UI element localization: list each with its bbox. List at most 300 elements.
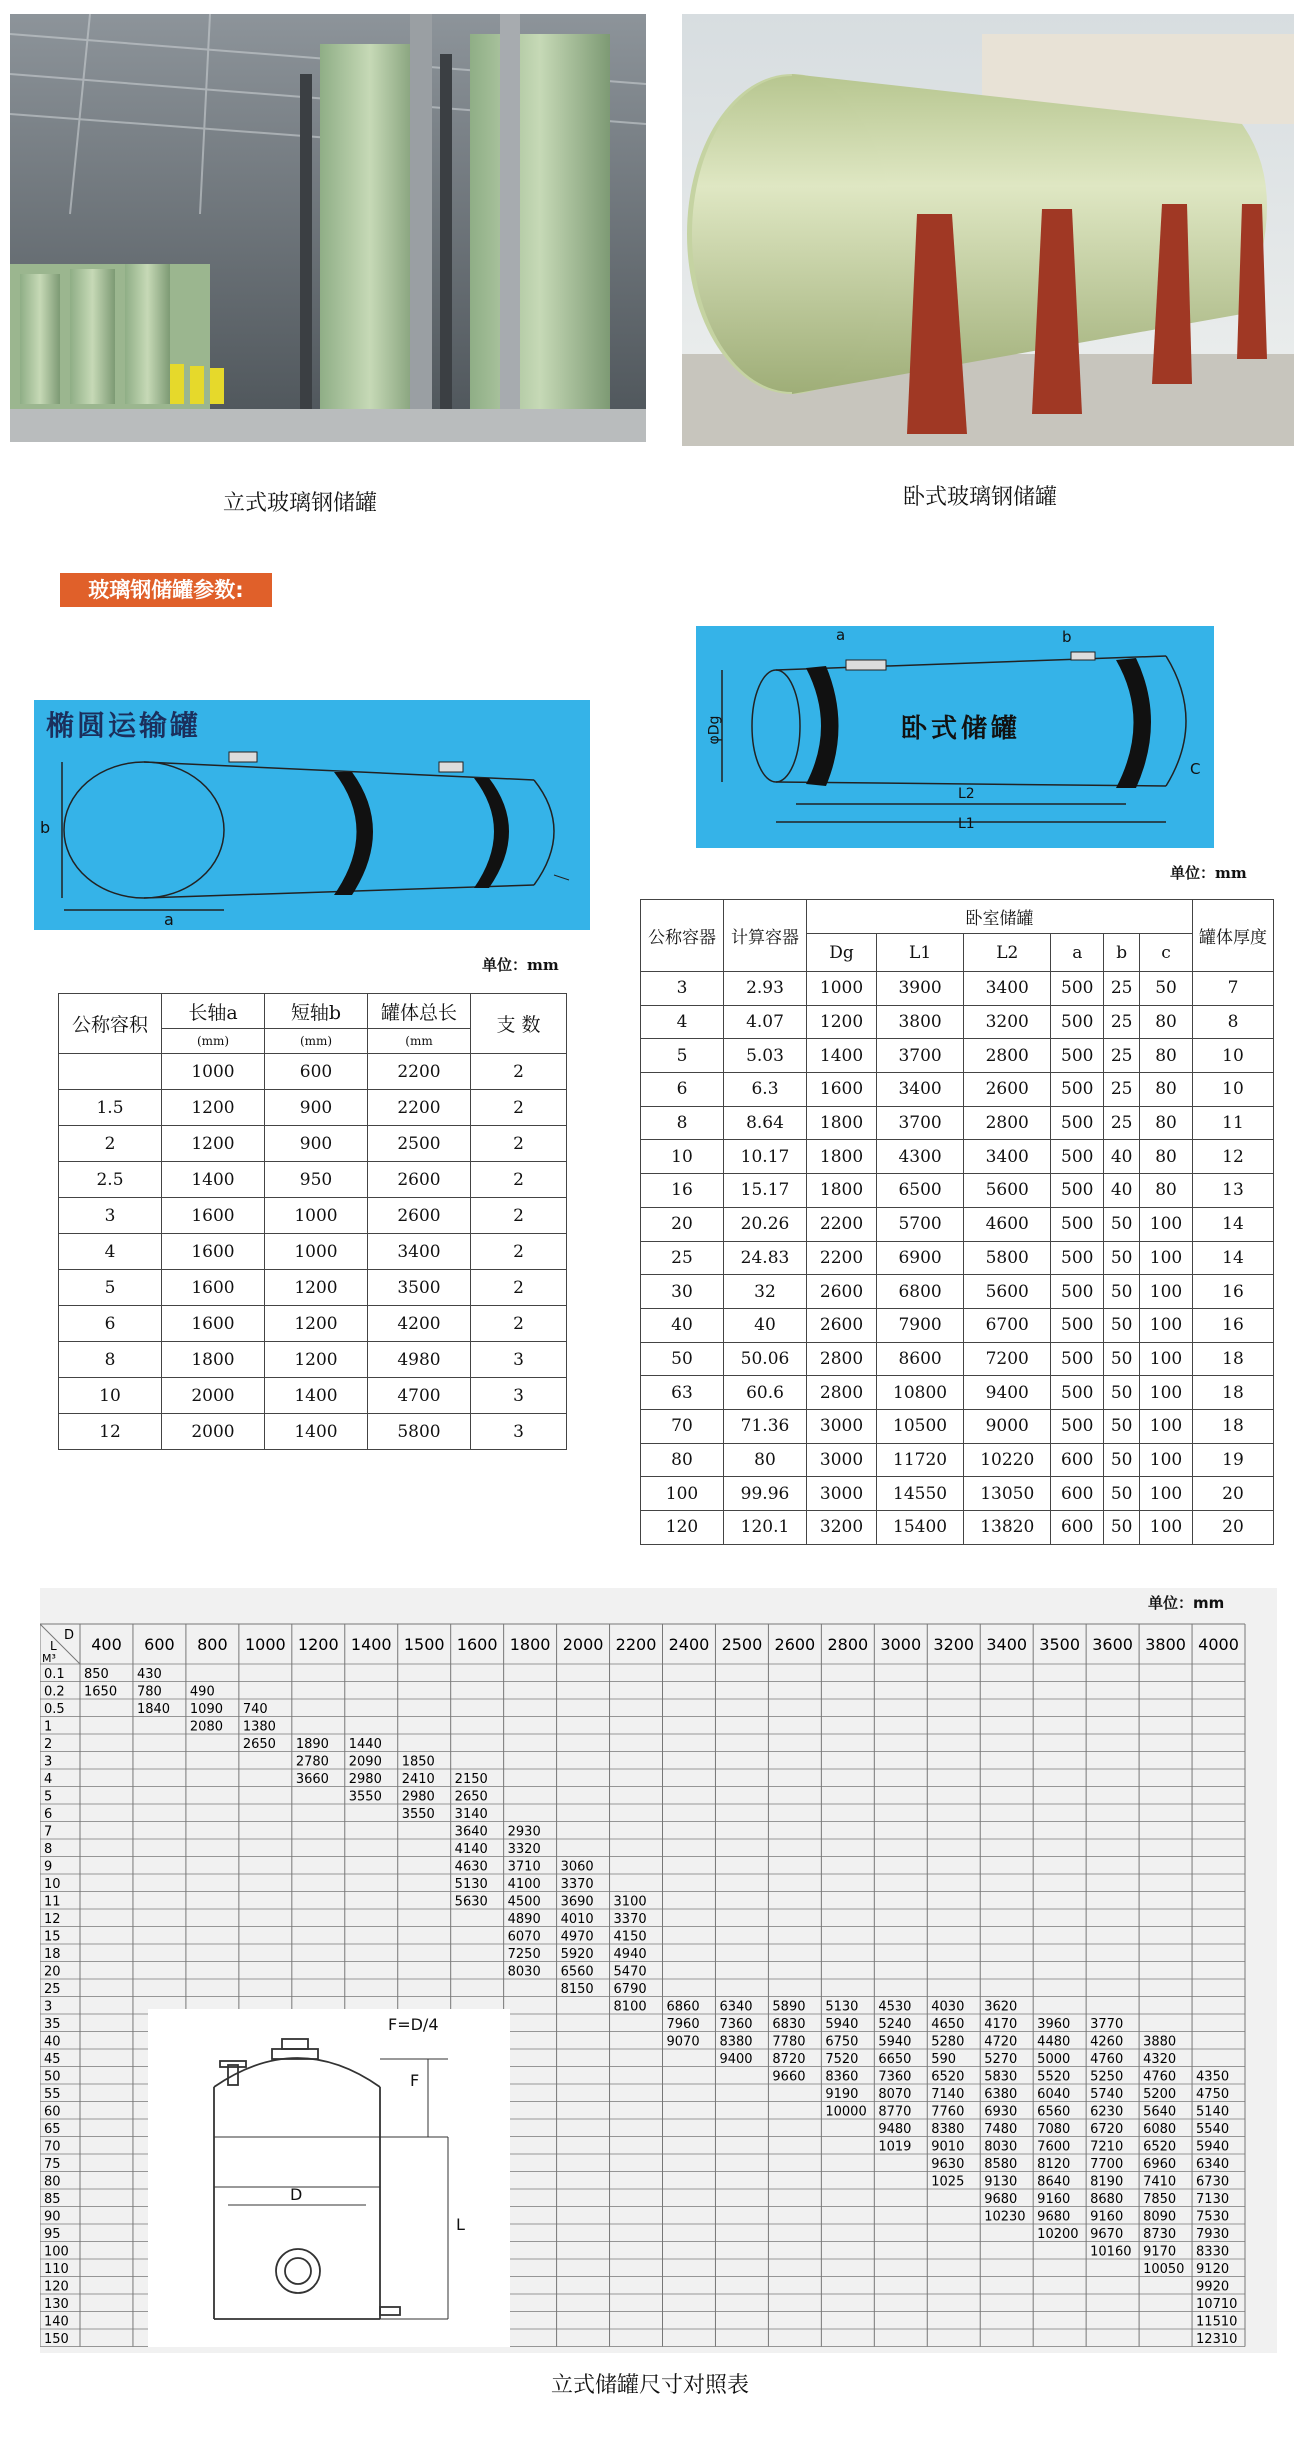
table-cell: 7360 [719, 2017, 753, 2032]
table-cell: 8030 [507, 1964, 541, 1980]
table-cell: 7850 [1143, 2192, 1177, 2207]
table-cell: 5200 [1143, 2087, 1177, 2102]
table-cell: 1000 [265, 1234, 368, 1270]
table-cell: 9160 [1090, 2209, 1124, 2225]
table-cell: 600 [265, 1054, 368, 1090]
table-cell: 1200 [162, 1126, 265, 1162]
ellipse-col-header: 长轴a [162, 994, 265, 1029]
table-cell: 1400 [807, 1039, 877, 1073]
volume-label: 75 [44, 2157, 61, 2172]
volume-label: 70 [44, 2139, 61, 2155]
table-cell: 9400 [719, 2052, 753, 2067]
horiz-col-subheader: Dg [807, 934, 877, 972]
table-cell: 3770 [1090, 2017, 1124, 2032]
table-cell: 50 [1104, 1342, 1140, 1376]
table-cell: 15400 [877, 1511, 964, 1545]
table-cell: 3690 [560, 1894, 594, 1910]
table-cell: 7140 [931, 2087, 965, 2102]
table-cell: 2800 [807, 1342, 877, 1376]
diameter-header: 3200 [933, 1635, 975, 1654]
diameter-header: 3800 [1145, 1635, 1186, 1654]
table-cell: 1400 [265, 1414, 368, 1450]
table-cell: 4650 [931, 2017, 965, 2032]
table-cell: 9400 [964, 1376, 1051, 1410]
table-cell: 6230 [1090, 2104, 1124, 2120]
table-cell: 5240 [878, 2017, 912, 2032]
table-cell: 13050 [964, 1477, 1051, 1511]
table-cell: 3000 [807, 1443, 877, 1477]
volume-label: 45 [44, 2052, 61, 2067]
table-cell: 2980 [401, 1789, 435, 1805]
table-cell: 2980 [348, 1772, 382, 1787]
table-cell: 100 [1140, 1207, 1193, 1241]
table-cell: 9190 [825, 2087, 859, 2102]
table-cell: 500 [1051, 1241, 1104, 1275]
table-cell: 14 [1193, 1241, 1274, 1275]
volume-label: 100 [44, 2244, 69, 2260]
table-cell: 600 [1051, 1443, 1104, 1477]
ellipse-tank-table [58, 993, 567, 1450]
table-cell: 1800 [807, 1174, 877, 1208]
table-cell: 1800 [807, 1106, 877, 1140]
table-cell: 2.93 [724, 972, 807, 1006]
volume-label: 12 [44, 1912, 61, 1927]
volume-label: 4 [44, 1772, 53, 1787]
volume-label: 20 [44, 1964, 61, 1980]
table-cell: 5130 [825, 1999, 859, 2015]
table-cell: 3140 [454, 1807, 488, 1822]
table-cell: 3 [471, 1414, 567, 1450]
table-cell: 9010 [931, 2139, 965, 2155]
table-cell: 3710 [507, 1859, 541, 1875]
table-cell: 25 [1104, 1005, 1140, 1039]
volume-label: 150 [44, 2332, 69, 2347]
table-cell: 1850 [401, 1754, 435, 1770]
table-cell: 3900 [877, 972, 964, 1006]
table-row [641, 1140, 1274, 1174]
table-cell: 7410 [1143, 2174, 1177, 2190]
table-cell: 6790 [613, 1982, 647, 1997]
table-cell: 9680 [1037, 2209, 1071, 2225]
table-cell: 8600 [877, 1342, 964, 1376]
table-cell: 3320 [507, 1842, 541, 1857]
table-cell: 3800 [877, 1005, 964, 1039]
table-row [59, 1378, 567, 1414]
table-cell: 8580 [984, 2157, 1018, 2172]
diameter-header: 2800 [827, 1635, 869, 1654]
table-cell: 500 [1051, 1342, 1104, 1376]
vertical-tank-size-table [40, 1588, 1277, 2353]
table-cell: 5000 [1037, 2052, 1071, 2067]
table-cell: 5920 [560, 1947, 594, 1962]
table-cell: 18 [1193, 1376, 1274, 1410]
table-cell: 7930 [1196, 2227, 1230, 2242]
table-cell: 6040 [1037, 2087, 1071, 2102]
table-cell: 6720 [1090, 2122, 1124, 2137]
table-cell: 80 [1140, 1073, 1193, 1107]
table-cell: 50 [1104, 1376, 1140, 1410]
diameter-header: 2200 [615, 1635, 657, 1654]
section-label: 玻璃钢储罐参数: [60, 573, 272, 607]
ellipse-col-unit: (mm [368, 1029, 471, 1054]
table-cell: 500 [1051, 1140, 1104, 1174]
table-cell: 1200 [265, 1270, 368, 1306]
table-cell: 13 [1193, 1174, 1274, 1208]
table-cell: 3620 [984, 1999, 1018, 2015]
table-cell: 1600 [162, 1198, 265, 1234]
table-cell: 8640 [1037, 2174, 1071, 2190]
table-cell: 3700 [877, 1039, 964, 1073]
table-cell: 1400 [162, 1162, 265, 1198]
table-cell: 2 [471, 1090, 567, 1126]
table-cell: 6520 [1143, 2139, 1177, 2155]
table-cell: 6340 [1196, 2157, 1230, 2172]
table-cell: 500 [1051, 1106, 1104, 1140]
table-cell: 9170 [1143, 2244, 1177, 2260]
table-cell: 10710 [1196, 2297, 1238, 2312]
table-cell: 2090 [348, 1754, 382, 1770]
table-cell: 5540 [1196, 2122, 1230, 2137]
table-cell: 2930 [507, 1824, 541, 1840]
table-cell: 100 [1140, 1409, 1193, 1443]
table-cell: 11510 [1196, 2314, 1238, 2330]
table-cell: 8360 [825, 2069, 859, 2085]
table-cell: 50 [641, 1342, 724, 1376]
table-cell: 7520 [825, 2052, 859, 2067]
volume-label: 85 [44, 2192, 61, 2207]
table-cell: 2600 [368, 1162, 471, 1198]
table-cell: 6860 [666, 1999, 700, 2015]
table-cell: 4140 [454, 1842, 488, 1857]
table-cell: 1090 [189, 1702, 224, 1717]
table-cell: 80 [1140, 1174, 1193, 1208]
horizontal-tank-diagram [696, 626, 1214, 848]
volume-label: 3 [44, 1999, 53, 2015]
table-cell: 2200 [368, 1090, 471, 1126]
table-cell: 25 [1104, 972, 1140, 1006]
table-cell: 6080 [1143, 2122, 1177, 2137]
table-cell: 5520 [1037, 2069, 1071, 2085]
table-cell: 3100 [613, 1894, 647, 1910]
horiz-col-subheader: b [1104, 934, 1140, 972]
table-cell: 1019 [878, 2139, 912, 2155]
horizontal-tank-table [640, 899, 1274, 1545]
table-row [59, 1126, 567, 1162]
table-cell: 4030 [931, 1999, 965, 2015]
table-cell: 10 [59, 1378, 162, 1414]
table-cell: 16 [1193, 1275, 1274, 1309]
table-cell: 3400 [877, 1073, 964, 1107]
table-cell: 7900 [877, 1308, 964, 1342]
table-cell: 6730 [1196, 2174, 1230, 2190]
table-row [641, 1207, 1274, 1241]
ellipse-col-header: 公称容积 [59, 994, 162, 1054]
table-cell: 4940 [613, 1947, 647, 1962]
table-cell: 80 [641, 1443, 724, 1477]
table-cell: 6560 [1037, 2104, 1071, 2120]
table-cell: 5800 [368, 1414, 471, 1450]
volume-label: 1 [44, 1719, 53, 1735]
table-cell: 80 [1140, 1039, 1193, 1073]
table-cell: 2 [59, 1126, 162, 1162]
table-cell: 10230 [984, 2209, 1026, 2225]
table-cell: 1200 [162, 1090, 265, 1126]
table-cell: 9920 [1196, 2279, 1230, 2295]
table-cell: 3400 [964, 1140, 1051, 1174]
table-cell: 2000 [162, 1414, 265, 1450]
table-cell: 6070 [507, 1929, 541, 1945]
horiz-col-subheader: c [1140, 934, 1193, 972]
table-cell: 10050 [1143, 2262, 1185, 2277]
table-cell: 71.36 [724, 1409, 807, 1443]
table-cell: 590 [931, 2052, 957, 2067]
ellipse-diagram-title: 椭圆运输罐 [46, 709, 202, 742]
table-cell: 740 [242, 1702, 268, 1717]
table-cell: 1440 [348, 1737, 382, 1752]
table-row [59, 1090, 567, 1126]
table-cell: 30 [641, 1275, 724, 1309]
table-cell: 32 [724, 1275, 807, 1309]
table-cell: 3880 [1143, 2034, 1177, 2050]
horiz-col-subheader: L2 [964, 934, 1051, 972]
table-cell: 25 [1104, 1073, 1140, 1107]
volume-label: 0.1 [44, 1667, 65, 1682]
table-cell: 10 [641, 1140, 724, 1174]
table-cell: 24.83 [724, 1241, 807, 1275]
table-cell: 5940 [878, 2034, 912, 2050]
table-cell: 50.06 [724, 1342, 807, 1376]
table-cell: 4.07 [724, 1005, 807, 1039]
table-cell: 4720 [984, 2034, 1018, 2050]
table-cell: 4 [641, 1005, 724, 1039]
horizontal-table-unit: 单位：mm [1170, 864, 1247, 882]
drawing-label-f-eq: F=D/4 [388, 2015, 439, 2034]
table-cell: 80 [724, 1443, 807, 1477]
table-cell: 12310 [1196, 2332, 1238, 2347]
corner-l-label: L [50, 1639, 57, 1653]
table-cell: 50 [1140, 972, 1193, 1006]
table-cell: 1000 [265, 1198, 368, 1234]
table-cell: 18 [1193, 1342, 1274, 1376]
table-cell: 14550 [877, 1477, 964, 1511]
diameter-header: 800 [197, 1635, 228, 1654]
table-cell: 1.5 [59, 1090, 162, 1126]
table-cell: 3 [471, 1342, 567, 1378]
table-cell: 8090 [1143, 2209, 1177, 2225]
ellipse-col-unit: (mm) [162, 1029, 265, 1054]
volume-label: 35 [44, 2017, 61, 2032]
corner-d-label: D [64, 1628, 75, 1643]
table-cell: 20 [1193, 1477, 1274, 1511]
table-cell: 63 [641, 1376, 724, 1410]
table-row [641, 1039, 1274, 1073]
table-cell: 1600 [162, 1306, 265, 1342]
drawing-label-l: L [456, 2215, 465, 2234]
diameter-header: 1200 [297, 1635, 339, 1654]
ellipse-table-unit: 单位：mm [482, 956, 559, 974]
diameter-header: 1500 [403, 1635, 445, 1654]
table-cell: 3660 [295, 1772, 329, 1787]
table-cell: 5280 [931, 2034, 965, 2050]
horizontal-label-l2: L2 [958, 786, 975, 802]
horiz-col-subheader: L1 [877, 934, 964, 972]
table-cell: 5940 [825, 2017, 859, 2032]
table-cell: 430 [136, 1667, 162, 1682]
table-row [59, 1054, 567, 1090]
table-cell: 8190 [1090, 2174, 1124, 2190]
table-row [59, 1306, 567, 1342]
table-cell: 50 [1104, 1443, 1140, 1477]
table-cell: 3000 [807, 1409, 877, 1443]
table-cell: 2 [471, 1270, 567, 1306]
table-cell: 490 [189, 1684, 215, 1700]
horiz-col-header: 卧室储罐 [807, 900, 1193, 934]
table-cell: 7960 [666, 2017, 700, 2032]
table-cell: 3500 [368, 1270, 471, 1306]
table-cell: 8150 [560, 1982, 594, 1997]
table-cell: 6 [59, 1306, 162, 1342]
table-cell: 8 [59, 1342, 162, 1378]
table-cell: 500 [1051, 1409, 1104, 1443]
volume-label: 11 [44, 1894, 61, 1910]
table-cell: 500 [1051, 1005, 1104, 1039]
table-row [641, 1443, 1274, 1477]
table-cell: 10500 [877, 1409, 964, 1443]
table-cell: 2200 [807, 1207, 877, 1241]
table-row [641, 1511, 1274, 1545]
table-cell: 1200 [265, 1306, 368, 1342]
table-cell: 20.26 [724, 1207, 807, 1241]
table-cell: 2650 [454, 1789, 488, 1805]
table-cell: 6560 [560, 1964, 594, 1980]
table-cell: 900 [265, 1090, 368, 1126]
table-cell: 100 [641, 1477, 724, 1511]
table-cell: 9070 [666, 2034, 700, 2050]
table-row [641, 1241, 1274, 1275]
table-cell: 9000 [964, 1409, 1051, 1443]
table-cell: 1400 [265, 1378, 368, 1414]
table-cell: 2600 [807, 1308, 877, 1342]
table-cell: 7530 [1196, 2209, 1230, 2225]
table-cell: 1650 [84, 1684, 118, 1700]
table-row [641, 1376, 1274, 1410]
table-cell: 50 [1104, 1207, 1140, 1241]
diameter-header: 1600 [456, 1635, 498, 1654]
volume-label: 2 [44, 1737, 53, 1752]
table-cell: 3550 [348, 1789, 382, 1805]
table-cell: 25 [1104, 1039, 1140, 1073]
table-cell: 4600 [964, 1207, 1051, 1241]
table-cell: 2150 [454, 1772, 488, 1787]
table-cell: 6500 [877, 1174, 964, 1208]
vertical-tank-photo [10, 14, 646, 442]
table-cell: 8770 [878, 2104, 912, 2120]
table-cell: 7700 [1090, 2157, 1124, 2172]
table-cell: 500 [1051, 1073, 1104, 1107]
diameter-header: 1400 [350, 1635, 392, 1654]
table-cell: 9680 [984, 2192, 1018, 2207]
volume-label: 3 [44, 1754, 53, 1770]
volume-label: 130 [44, 2297, 69, 2312]
diameter-header: 4000 [1198, 1635, 1239, 1654]
table-cell: 3 [471, 1378, 567, 1414]
table-cell: 780 [136, 1684, 162, 1700]
diameter-header: 1000 [244, 1635, 286, 1654]
table-cell: 2 [471, 1198, 567, 1234]
volume-label: 6 [44, 1807, 53, 1822]
table-cell: 9660 [772, 2069, 806, 2085]
table-cell: 3960 [1037, 2017, 1071, 2032]
table-cell: 5 [59, 1270, 162, 1306]
table-cell: 6 [641, 1073, 724, 1107]
table-cell: 10000 [825, 2104, 867, 2120]
table-row [641, 1308, 1274, 1342]
table-cell: 1800 [162, 1342, 265, 1378]
table-cell: 4320 [1143, 2052, 1177, 2067]
table-cell: 8380 [931, 2122, 965, 2137]
table-cell: 5830 [984, 2069, 1018, 2085]
volume-label: 80 [44, 2174, 61, 2190]
table-cell: 3 [641, 972, 724, 1006]
table-cell: 40 [1104, 1174, 1140, 1208]
table-cell: 2600 [964, 1073, 1051, 1107]
horizontal-label-c: C [1190, 760, 1201, 778]
table-row [641, 972, 1274, 1006]
table-cell: 4970 [560, 1929, 594, 1945]
table-cell: 9130 [984, 2174, 1018, 2190]
table-cell: 500 [1051, 1376, 1104, 1410]
horizontal-tank-caption: 卧式玻璃钢储罐 [902, 485, 1057, 510]
ellipse-label-b: b [40, 818, 51, 837]
ellipse-col-unit: (mm) [265, 1029, 368, 1054]
table-cell: 6700 [964, 1308, 1051, 1342]
table-cell: 25 [1104, 1106, 1140, 1140]
horiz-col-header: 公称容器 [641, 900, 724, 972]
table-cell: 40 [1104, 1140, 1140, 1174]
table-cell: 1000 [807, 972, 877, 1006]
table-cell: 100 [1140, 1376, 1193, 1410]
table-cell: 600 [1051, 1477, 1104, 1511]
horizontal-label-dg: φDg [706, 715, 723, 745]
table-cell: 8100 [613, 1999, 647, 2015]
ellipse-label-a: a [164, 910, 174, 929]
table-cell: 4760 [1143, 2069, 1177, 2085]
drawing-label-d: D [290, 2185, 303, 2204]
table-cell: 5 [641, 1039, 724, 1073]
vertical-tank-caption: 立式玻璃钢储罐 [222, 491, 377, 516]
table-cell: 5700 [877, 1207, 964, 1241]
table-cell: 3 [59, 1198, 162, 1234]
table-cell: 2200 [807, 1241, 877, 1275]
table-cell: 3550 [401, 1807, 435, 1822]
table-cell: 5800 [964, 1241, 1051, 1275]
table-cell: 8030 [984, 2139, 1018, 2155]
table-cell: 600 [1051, 1511, 1104, 1545]
table-cell: 5270 [984, 2052, 1018, 2067]
table-cell: 10800 [877, 1376, 964, 1410]
table-cell: 20 [641, 1207, 724, 1241]
diameter-header: 3400 [986, 1635, 1028, 1654]
table-cell: 1000 [162, 1054, 265, 1090]
table-cell: 50 [1104, 1308, 1140, 1342]
volume-label: 0.2 [44, 1684, 65, 1700]
table-cell: 6750 [825, 2034, 859, 2050]
table-cell: 2000 [162, 1378, 265, 1414]
ellipse-col-header: 短轴b [265, 994, 368, 1029]
volume-label: 90 [44, 2209, 61, 2225]
table-cell: 1800 [807, 1140, 877, 1174]
table-cell: 60.6 [724, 1376, 807, 1410]
